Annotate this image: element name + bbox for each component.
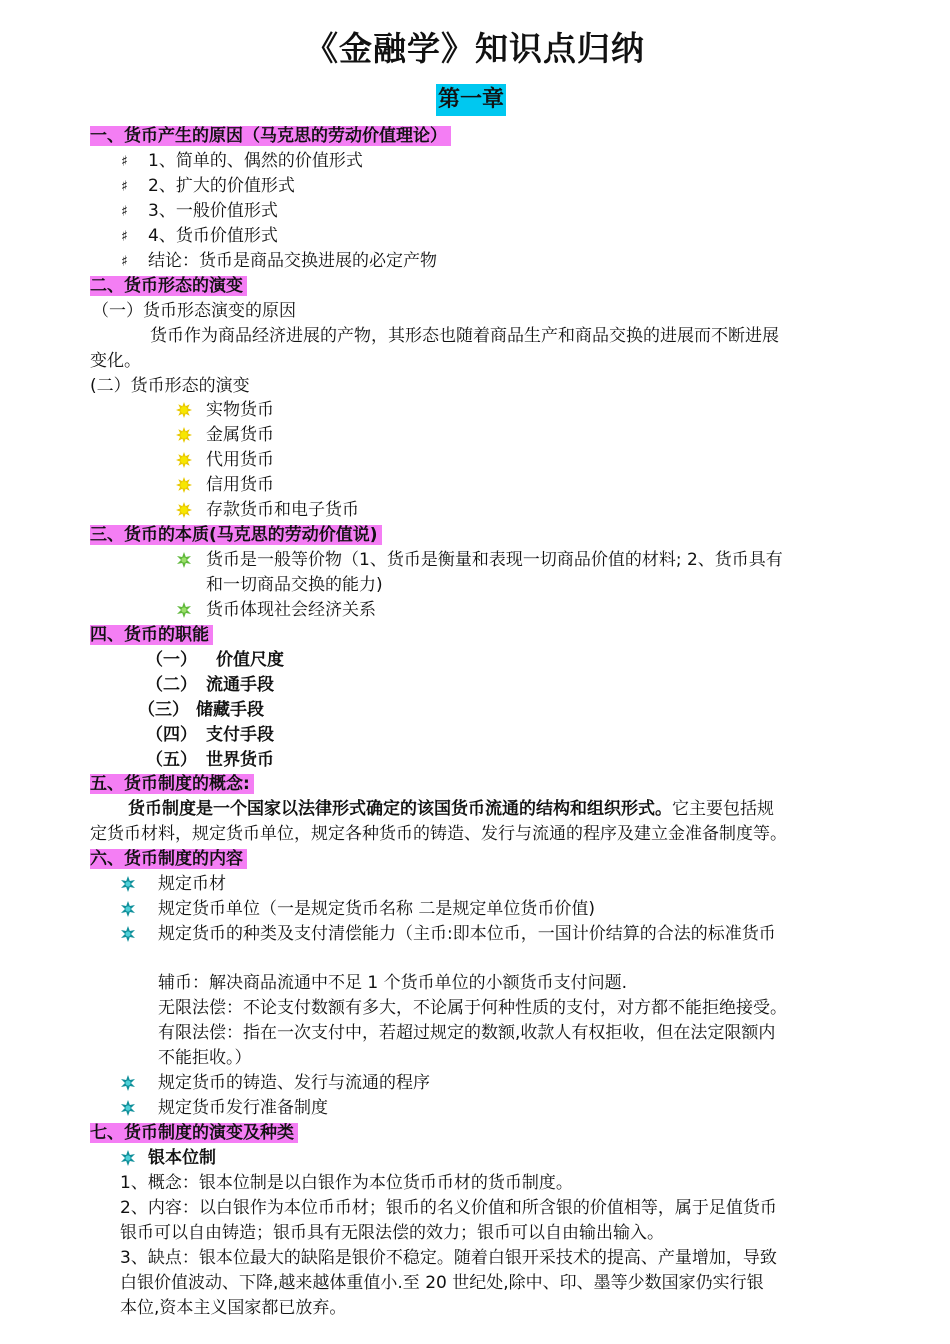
yellow-sun-bullet-icon <box>176 402 192 418</box>
function-name: 价值尺度 <box>216 650 284 670</box>
green-star-bullet-icon <box>176 602 192 618</box>
section-heading: 二、货币形态的演变 <box>90 276 247 296</box>
section-heading: 七、货币制度的演变及种类 <box>90 1123 298 1143</box>
section-heading: 三、货币的本质(马克思的劳动价值说) <box>90 525 382 545</box>
teal-star-bullet-icon <box>120 1150 136 1166</box>
hash-bullet-icon: ♯ <box>120 152 130 170</box>
section-2 <box>90 274 247 299</box>
function-number: （二） <box>146 675 197 695</box>
subheading: 银本位制 <box>148 1148 216 1168</box>
list-item-continuation: 和一切商品交换的能力) <box>206 575 383 595</box>
list-item: 货币体现社会经济关系 <box>206 600 376 620</box>
section-heading: 一、货币产生的原因（马克思的劳动价值理论） <box>90 126 451 146</box>
list-item: 实物货币 <box>206 400 274 420</box>
paragraph <box>128 797 774 822</box>
definition-rest: 它主要包括规 <box>672 799 774 819</box>
list-item: 代用货币 <box>206 450 274 470</box>
teal-star-bullet-icon <box>120 926 136 942</box>
teal-star-bullet-icon <box>120 1100 136 1116</box>
list-item: 规定货币的种类及支付清偿能力（主币:即本位币，一国计价结算的合法的标准货币 <box>158 924 776 944</box>
section-4 <box>90 623 213 648</box>
list-item: 货币是一般等价物（1、货币是衡量和表现一切商品价值的材料; 2、货币具有 <box>206 550 783 570</box>
list-item: 1、简单的、偶然的价值形式 <box>148 151 363 171</box>
yellow-sun-bullet-icon <box>176 477 192 493</box>
paragraph: 变化。 <box>90 351 141 371</box>
function-number: （五） <box>146 750 197 770</box>
function-number: （三） <box>138 700 189 720</box>
chapter-heading: 第一章 <box>436 84 506 116</box>
document-title: 《金融学》知识点归纳 <box>305 29 645 68</box>
list-item: 结论：货币是商品交换进展的必定产物 <box>148 251 437 271</box>
subheading: (二）货币形态的演变 <box>90 376 250 396</box>
section-7 <box>90 1121 298 1146</box>
section-6 <box>90 847 247 872</box>
subheading: （一）货币形态演变的原因 <box>92 301 296 321</box>
teal-star-bullet-icon <box>120 876 136 892</box>
function-name: 世界货币 <box>206 750 274 770</box>
section-1 <box>90 124 451 149</box>
hash-bullet-icon: ♯ <box>120 252 130 270</box>
yellow-sun-bullet-icon <box>176 452 192 468</box>
list-item: 3、一般价值形式 <box>148 201 278 221</box>
section-3 <box>90 523 382 548</box>
yellow-sun-bullet-icon <box>176 427 192 443</box>
paragraph: 银币可以自由铸造；银币具有无限法偿的效力；银币可以自由输出输入。 <box>120 1223 664 1243</box>
hash-bullet-icon: ♯ <box>120 227 130 245</box>
definition-bold: 货币制度是一个国家以法律形式确定的该国货币流通的结构和组织形式。 <box>128 799 672 819</box>
hash-bullet-icon: ♯ <box>120 202 130 220</box>
paragraph: 2、内容：以白银作为本位币币材；银币的名义价值和所含银的价值相等，属于足值货币 <box>120 1198 777 1218</box>
paragraph: 辅币：解决商品流通中不足 1 个货币单位的小额货币支付问题. <box>158 973 628 993</box>
paragraph: 不能拒收。） <box>158 1048 252 1068</box>
hash-bullet-icon: ♯ <box>120 177 130 195</box>
list-item: 存款货币和电子货币 <box>206 500 359 520</box>
teal-star-bullet-icon <box>120 901 136 917</box>
paragraph: 3、缺点：银本位最大的缺陷是银价不稳定。随着白银开采技术的提高、产量增加，导致 <box>120 1248 777 1268</box>
list-item: 信用货币 <box>206 475 274 495</box>
paragraph: 定货币材料，规定货币单位，规定各种货币的铸造、发行与流通的程序及建立金准备制度等。 <box>90 824 787 844</box>
function-name: 流通手段 <box>206 675 274 695</box>
list-item: 规定币材 <box>158 874 226 894</box>
section-heading: 六、货币制度的内容 <box>90 849 247 869</box>
section-heading: 四、货币的职能 <box>90 625 213 645</box>
function-number: （四） <box>146 725 197 745</box>
paragraph: 有限法偿：指在一次支付中，若超过规定的数额,收款人有权拒收，但在法定限额内 <box>158 1023 776 1043</box>
green-star-bullet-icon <box>176 552 192 568</box>
list-item: 金属货币 <box>206 425 274 445</box>
function-name: 储藏手段 <box>196 700 264 720</box>
paragraph: 1、概念：银本位制是以白银作为本位货币币材的货币制度。 <box>120 1173 573 1193</box>
function-name: 支付手段 <box>206 725 274 745</box>
paragraph: 货币作为商品经济进展的产物，其形态也随着商品生产和商品交换的进展而不断进展 <box>150 326 779 346</box>
list-item: 规定货币的铸造、发行与流通的程序 <box>158 1073 430 1093</box>
list-item: 4、货币价值形式 <box>148 226 278 246</box>
yellow-sun-bullet-icon <box>176 502 192 518</box>
section-5 <box>90 772 254 797</box>
paragraph: 白银价值波动、下降,越来越体重值小.至 20 世纪处,除中、印、墨等少数国家仍实行银 <box>120 1273 764 1293</box>
list-item: 规定货币单位（一是规定货币名称 二是规定单位货币价值) <box>158 899 596 919</box>
list-item: 2、扩大的价值形式 <box>148 176 295 196</box>
paragraph: 本位,资本主义国家都已放弃。 <box>120 1298 347 1318</box>
teal-star-bullet-icon <box>120 1075 136 1091</box>
paragraph: 无限法偿：不论支付数额有多大，不论属于何种性质的支付，对方都不能拒绝接受。 <box>158 998 787 1018</box>
list-item: 规定货币发行准备制度 <box>158 1098 328 1118</box>
function-number: （一） <box>146 650 197 670</box>
section-heading: 五、货币制度的概念: <box>90 774 254 794</box>
